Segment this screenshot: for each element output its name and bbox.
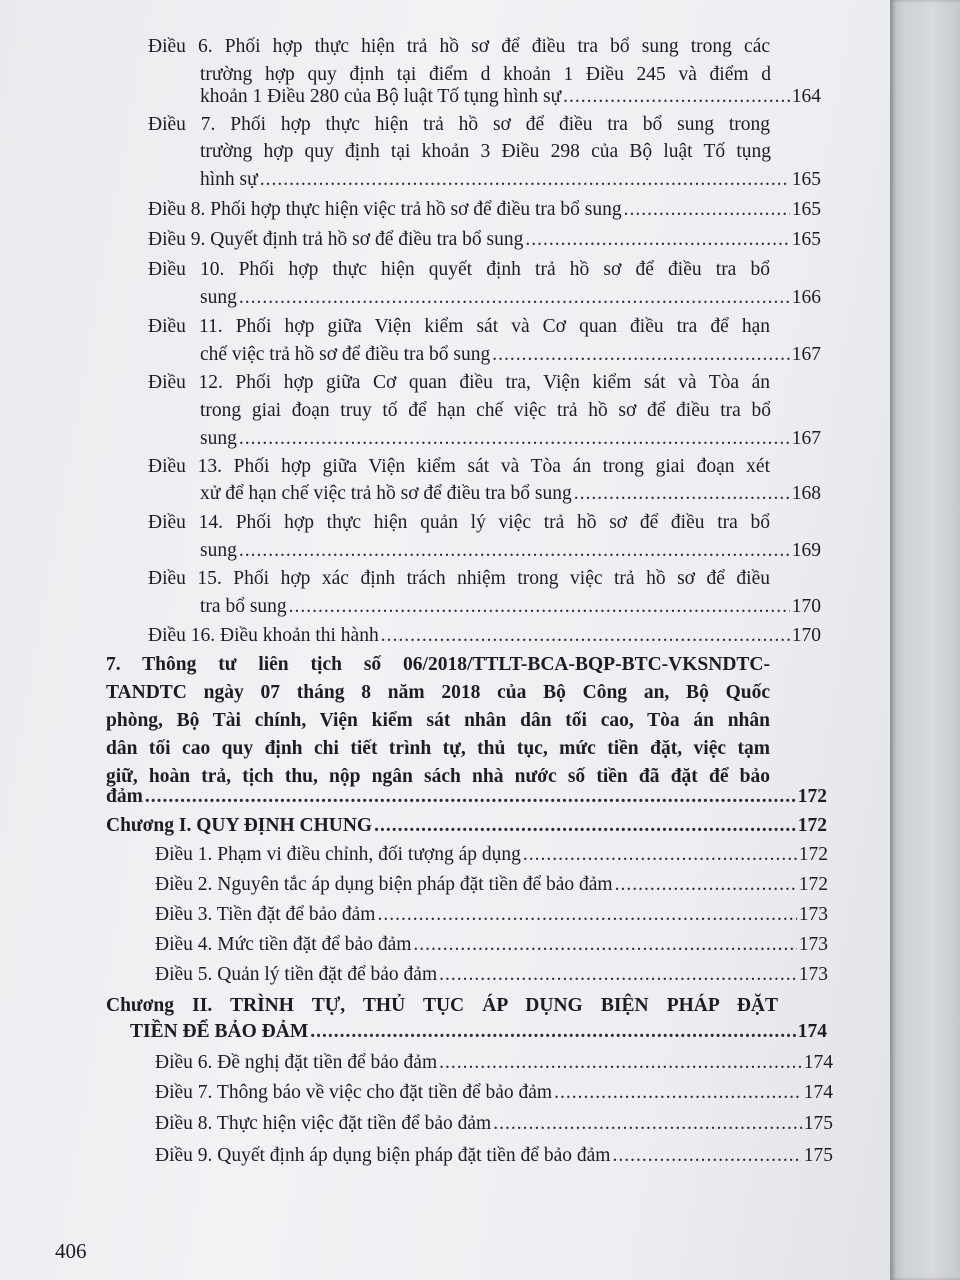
toc-line: Chương I. QUY ĐỊNH CHUNG: [106, 815, 373, 836]
toc-entry: [155, 1141, 833, 1171]
toc-line: đảm: [106, 786, 143, 807]
dot-leader: [289, 592, 790, 622]
toc-chapter: [106, 811, 827, 841]
toc-line: trong giai đoạn truy tố để hạn chế việc trả hồ sơ để điều tra bổ: [200, 400, 771, 421]
dot-leader: [260, 165, 790, 195]
toc-page-number: 172: [797, 786, 827, 807]
toc-page-number: 173: [798, 934, 828, 955]
dot-leader: [615, 870, 797, 900]
dot-leader: [612, 1141, 801, 1171]
toc-line: Điều 8. Thực hiện việc đặt tiền để bảo đảm: [155, 1113, 492, 1134]
toc-line: xử để hạn chế việc trả hồ sơ để điều tra bổ sung: [200, 483, 572, 504]
toc-page-number: 174: [797, 1021, 827, 1042]
toc-page-number: 170: [791, 625, 821, 646]
toc-line: Điều 14. Phối hợp thực hiện quản lý việc trả hồ sơ để điều tra bổ: [148, 512, 770, 533]
dot-leader: [413, 930, 796, 960]
toc-entry: [155, 1078, 833, 1108]
toc-line: trường hợp quy định tại điểm d khoản 1 Điều 245 và điểm d: [200, 64, 771, 85]
toc-line: Điều 9. Quyết định trả hồ sơ để điều tra bổ sung: [148, 229, 524, 250]
toc-entry: [200, 283, 821, 313]
toc-section-heading: phòng, Bộ Tài chính, Viện kiểm sát nhân dân tối cao, Tòa án nhân: [106, 710, 770, 731]
toc-line: sung: [200, 287, 237, 308]
toc-line: Điều 9. Quyết định áp dụng biện pháp đặt tiền để bảo đảm: [155, 1145, 611, 1166]
toc-page-number: 169: [791, 540, 821, 561]
toc-entry: [200, 592, 821, 622]
dot-leader: [239, 424, 790, 454]
dot-leader: [523, 840, 797, 870]
toc-line: Điều 6. Đề nghị đặt tiền để bảo đảm: [155, 1052, 438, 1073]
toc-line: Điều 13. Phối hợp giữa Viện kiểm sát và Tòa án trong giai đoạn xét: [148, 456, 770, 477]
dot-leader: [554, 1078, 802, 1108]
dot-leader: [624, 195, 790, 225]
toc-entry: [148, 621, 821, 651]
toc-line: sung: [200, 540, 237, 561]
dot-leader: [377, 900, 796, 930]
toc-entry: [155, 1109, 833, 1139]
dot-leader: [374, 811, 796, 841]
toc-line: Điều 1. Phạm vi điều chỉnh, đối tượng áp dụng: [155, 844, 521, 865]
toc-entry: [155, 840, 828, 870]
toc-line: Điều 5. Quản lý tiền đặt để bảo đảm: [155, 964, 438, 985]
toc-chapter: Chương II. TRÌNH TỰ, THỦ TỤC ÁP DỤNG BIỆN PHÁP ĐẶT: [106, 995, 778, 1016]
toc-line: Điều 2. Nguyên tắc áp dụng biện pháp đặt tiền để bảo đảm: [155, 874, 613, 895]
page-edge: [890, 0, 960, 1280]
toc-line: sung: [200, 428, 237, 449]
toc-line: Điều 15. Phối hợp xác định trách nhiệm trong việc trả hồ sơ để điều: [148, 568, 770, 589]
dot-leader: [145, 782, 796, 812]
dot-leader: [439, 1048, 802, 1078]
toc-line: tra bổ sung: [200, 596, 287, 617]
page-number: 406: [55, 1239, 87, 1263]
dot-leader: [381, 621, 790, 651]
toc-entry: [200, 340, 821, 370]
toc-page-number: 164: [791, 86, 821, 107]
toc-section-heading: dân tối cao quy định chi tiết trình tự, thủ tục, mức tiền đặt, việc tạm: [106, 738, 770, 759]
toc-entry: [155, 930, 828, 960]
toc-page-number: 172: [798, 874, 828, 895]
toc-page-number: 170: [791, 596, 821, 617]
dot-leader: [574, 479, 790, 509]
toc-line: Điều 8. Phối hợp thực hiện việc trả hồ sơ để điều tra bổ sung: [148, 199, 622, 220]
toc-entry: [148, 225, 821, 255]
toc-page-number: 165: [791, 229, 821, 250]
toc-page-number: 173: [798, 964, 828, 985]
toc-entry: [106, 782, 827, 812]
toc-line: trường hợp quy định tại khoản 3 Điều 298 của Bộ luật Tố tụng: [200, 141, 771, 162]
toc-line: Điều 6. Phối hợp thực hiện trả hồ sơ để điều tra bổ sung trong các: [148, 36, 770, 57]
toc-page-number: 174: [803, 1052, 833, 1073]
toc-entry: [155, 1048, 833, 1078]
toc-line: Điều 10. Phối hợp thực hiện quyết định trả hồ sơ để điều tra bổ: [148, 259, 770, 280]
toc-line: hình sự: [200, 169, 258, 190]
toc-line: Điều 7. Thông báo về việc cho đặt tiền để bảo đảm: [155, 1082, 553, 1103]
toc-entry: [200, 82, 821, 112]
toc-page-number: 174: [803, 1082, 833, 1103]
toc-section-heading: 7. Thông tư liên tịch số 06/2018/TTLT-BCA-BQP-BTC-VKSNDTC-: [106, 654, 770, 675]
toc-section-heading: TANDTC ngày 07 tháng 8 năm 2018 của Bộ Công an, Bộ Quốc: [106, 682, 770, 703]
toc-page-number: 175: [803, 1113, 833, 1134]
dot-leader: [525, 225, 789, 255]
toc-page-number: 166: [791, 287, 821, 308]
toc-line: chế việc trả hồ sơ để điều tra bổ sung: [200, 344, 491, 365]
dot-leader: [310, 1017, 796, 1047]
dot-leader: [439, 960, 797, 990]
toc-line: Điều 12. Phối hợp giữa Cơ quan điều tra, Viện kiểm sát và Tòa án: [148, 372, 770, 393]
toc-page-number: 172: [798, 844, 828, 865]
toc-entry: [155, 960, 828, 990]
toc-line: Điều 7. Phối hợp thực hiện trả hồ sơ để điều tra bổ sung trong: [148, 114, 770, 135]
dot-leader: [492, 340, 789, 370]
toc-page-number: 165: [791, 169, 821, 190]
toc-page-number: 175: [803, 1145, 833, 1166]
toc-entry: [155, 870, 828, 900]
toc-line: Điều 3. Tiền đặt để bảo đảm: [155, 904, 376, 925]
dot-leader: [493, 1109, 802, 1139]
toc-entry: [200, 479, 821, 509]
dot-leader: [239, 283, 790, 313]
toc-entry: [130, 1017, 827, 1047]
toc-page-number: 167: [791, 344, 821, 365]
toc-entry: [155, 900, 828, 930]
toc-page-number: 168: [791, 483, 821, 504]
toc-line: khoản 1 Điều 280 của Bộ luật Tố tụng hình sự: [200, 86, 562, 107]
dot-leader: [239, 536, 790, 566]
toc-entry: [200, 536, 821, 566]
toc-entry: [200, 165, 821, 195]
toc-line: Điều 16. Điều khoản thi hành: [148, 625, 379, 646]
toc-line: TIỀN ĐỂ BẢO ĐẢM: [130, 1021, 309, 1042]
toc-section-heading: giữ, hoàn trả, tịch thu, nộp ngân sách nhà nước số tiền đã đặt để bảo: [106, 766, 770, 787]
toc-page-number: 165: [791, 199, 821, 220]
toc-page-number: 173: [798, 904, 828, 925]
toc-page-number: 167: [791, 428, 821, 449]
toc-entry: [200, 424, 821, 454]
dot-leader: [563, 82, 790, 112]
toc-line: Điều 4. Mức tiền đặt để bảo đảm: [155, 934, 412, 955]
toc-entry: [148, 195, 821, 225]
toc-page-number: 172: [797, 815, 827, 836]
toc-line: Điều 11. Phối hợp giữa Viện kiểm sát và Cơ quan điều tra để hạn: [148, 316, 770, 337]
